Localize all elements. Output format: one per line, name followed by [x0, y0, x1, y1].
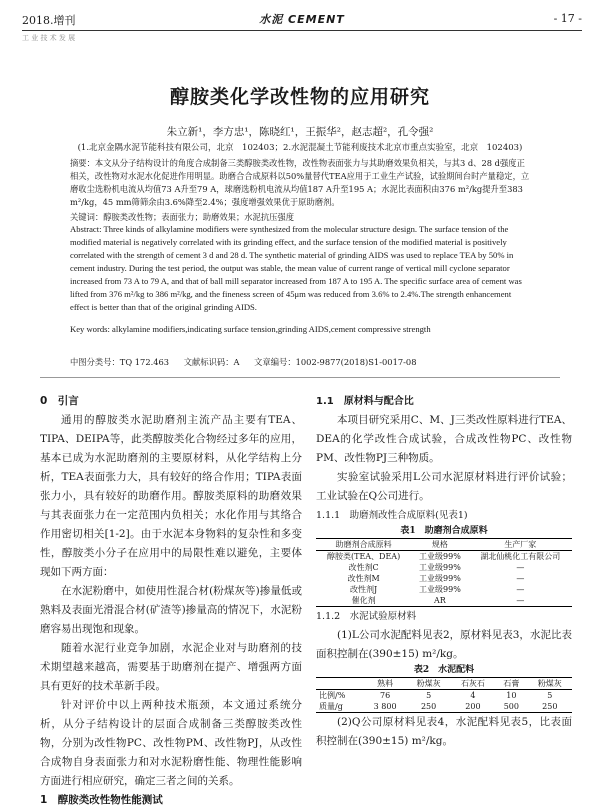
table-cell: 质量/g: [319, 702, 343, 711]
table-cell: 500: [503, 702, 519, 711]
author-list: 朱立新¹，李方忠¹，陈晓红¹，王振华²，赵志超²，孔令强²: [166, 126, 434, 138]
document-code: 文献标识码：A: [183, 357, 240, 367]
table-cell: —: [516, 574, 525, 583]
paragraph: 通用的醇胺类水泥助磨剂主流产品主要有TEA、TIPA、DEIPA等，此类醇胺类化合物经过多年的应用，基本已成为水泥助磨剂的主要原材料，从化学结构上分析，TEA表面张力大，具有较好的络合作用；TIPA表面张力小，具有较好的助磨作用。醇胺类原料的助磨效果与其表面张力在一定范围内负相关；水化作用与其络合作用密切相关[1-2]。由于水泥本身物料的复杂性和多变性，醇胺类小分子在应用中的局限性难以避免，主要体现如下两方面：: [40, 414, 302, 578]
table-row: [316, 562, 572, 573]
table-cell: 改性剂J: [350, 585, 378, 594]
issue-label: 2018.增刊: [22, 14, 76, 27]
table-cell: 工业级99%: [419, 585, 461, 594]
section-heading-1: 1 醇胺类改性物性能测试: [40, 794, 163, 806]
table-cell: 工业级99%: [419, 574, 461, 583]
table-cell: 250: [542, 702, 558, 711]
table-cell: 5: [426, 691, 432, 700]
table-header-cell: 助磨剂合成原料: [335, 540, 392, 549]
table-header-cell: [316, 678, 364, 690]
paragraph: 在水泥粉磨中，如使用性混合材(粉煤灰等)掺量低或熟料及表面光滑混合材(矿渣等)掺量高的情况下，水泥粉磨容易出现饱和现象。: [40, 585, 302, 635]
header-rule: [22, 30, 582, 31]
left-column: [40, 392, 302, 810]
subsection-heading-1-1-1: 1.1.1 助磨剂改性合成原料(见表1): [316, 510, 468, 521]
table-row: [316, 584, 572, 595]
section-heading-1-1: 1.1 原材料与配合比: [316, 396, 414, 407]
table-header-cell: 石膏: [503, 679, 520, 688]
paragraph: 针对评价中以上两种技术瓶颈，本文通过系统分析，从分子结构设计的层面合成制备三类醇胺类改性物，分别为改性物PC、改性物PM、改性物PJ，从改性合成物自身表面张力和对水泥粉磨性能、物理性能影响方面进行相应研究，确定三者之间的关系。: [40, 699, 302, 787]
table-cell: AR: [434, 596, 446, 605]
table-cell: —: [516, 585, 525, 594]
keywords-chinese: 关键词：醇胺类改性物；表面张力；助磨效果；水泥抗压强度: [70, 212, 295, 222]
article-number: 文章编号：1002-9877(2018)S1-0017-08: [254, 357, 417, 367]
paragraph: 随着水泥行业竞争加剧，水泥企业对与助磨剂的技术期望越来越高，需要基于助磨剂在提产、增强两方面具有更好的技术革新手段。: [40, 642, 302, 692]
table-cell: 催化剂: [351, 596, 376, 605]
clc-number: 中图分类号：TQ 172.463: [70, 357, 170, 367]
section-heading-intro: 0 引言: [40, 395, 79, 407]
subsection-heading-1-1-2: 1.1.2 水泥试验原材料: [316, 611, 417, 622]
table-header-cell: 规格: [431, 540, 448, 549]
right-column: [316, 392, 572, 751]
table-2-caption: 表2 水泥配料: [413, 665, 475, 675]
paragraph: (2)Q公司原材料见表4，水泥配料见表5，比表面积控制在(390±15) m²/kg。: [316, 716, 572, 747]
table-cell: 醇胺类(TEA、DEA): [326, 552, 401, 561]
table-header-cell: 熟料: [377, 679, 394, 688]
table-cell: 比例/%: [319, 691, 346, 700]
table-row: [316, 690, 572, 702]
table-cell: 3 800: [373, 702, 397, 711]
keywords-english: Key words: alkylamine modifiers,indicating surface tension,grinding AIDS,cement compressive strength: [70, 324, 431, 334]
article-title: 醇胺类化学改性物的应用研究: [169, 86, 430, 108]
running-header: [22, 10, 582, 30]
table-header-cell: 石灰石: [460, 679, 485, 688]
table-cell: 76: [380, 691, 391, 700]
table-cell: 改性剂M: [347, 574, 380, 583]
table-1-caption: 表1 助磨剂合成原料: [400, 526, 488, 536]
table-header-cell: 粉煤灰: [537, 679, 562, 688]
affiliation: (1.北京金隅水泥节能科技有限公司，北京 102403；2.水泥混凝土节能利废技术北京市重点实验室，北京 102403): [77, 143, 523, 153]
table-cell: 工业级99%: [419, 563, 461, 572]
table-row: [316, 551, 572, 563]
table-cell: 200: [465, 702, 481, 711]
table-cell: 湖北仙桃化工有限公司: [480, 552, 561, 561]
table-cell: 10: [506, 691, 517, 700]
table-cell: 4: [470, 691, 476, 700]
paragraph: 实验室试验采用L公司水泥原材料进行评价试验；工业试验在Q公司进行。: [316, 471, 572, 502]
table-cell: —: [516, 563, 525, 572]
journal-logo: 水泥 CEMENT: [259, 13, 345, 26]
paragraph: 本项目研究采用C、M、J三类改性原料进行TEA、DEA的化学改性合成试验，合成改性物PC、改性物PM、改性物PJ三种物质。: [316, 414, 572, 464]
table-cell: 5: [547, 691, 553, 700]
table-header-cell: 生产厂家: [504, 540, 537, 549]
table-cell: —: [516, 596, 525, 605]
abstract-english: Abstract: Three kinds of alkylamine modifiers were synthesized from the molecular structure design. The surface tension of the modified material is negatively correlated with its grinding effect, and the surface tension of the modified material is positively correlated with the strength of cement 3 d and 28 d. The synthetic material of grinding AIDS was used to replace TEA by 50% in cement industry. During the test period, the output was stable, the mean value of current range of vertical mill cyclone separator increased from 73 A to 79 A, and that of ball mill separator increased from 187 A to 195 A. The specific surface area of cement was lifted from 376 m²/kg to 386 m²/kg, and the fineness screen of 45μm was reduced from 3.6% to 2.4%.The strength enhancement effect is better than that of the original grinding AIDS.: [70, 224, 522, 312]
table-1: [316, 538, 572, 607]
table-row: [316, 573, 572, 584]
table-cell: 改性剂C: [348, 563, 379, 572]
table-cell: 250: [420, 702, 437, 711]
abstract-divider: [40, 377, 560, 378]
classification-line: [70, 356, 429, 368]
section-sublabel: 工 业 技 术 发 展: [22, 34, 76, 42]
table-cell: 工业级99%: [419, 552, 461, 561]
page-number: - 17 -: [553, 12, 582, 25]
abstract-chinese: 摘要：本文从分子结构设计的角度合成制备三类醇胺类改性物，改性物表面张力与其助磨效果负相关，与其3 d、28 d强度正相关，改性物对水泥水化促进作用明显。助磨合合成原料以50%量替代TEA应用于工业生产试验，试验期间台时产量稳定，立磨收尘选粉机电流从均值73 A升至79 A，球磨选粉机电流从均值187 A升至195 A；水泥比表面积由376 m²/kg提升至383 m²/kg，45 mm筛筛余由3.6%降至2.4%；强度增强效果优于原助磨剂。: [70, 158, 530, 207]
table-header-cell: 粉煤灰: [416, 679, 441, 688]
table-2: [316, 677, 572, 713]
table-row: [316, 701, 572, 713]
table-row: [316, 595, 572, 607]
paragraph: (1)L公司水泥配料见表2，原材料见表3，水泥比表面积控制在(390±15) m²/kg。: [316, 629, 572, 660]
